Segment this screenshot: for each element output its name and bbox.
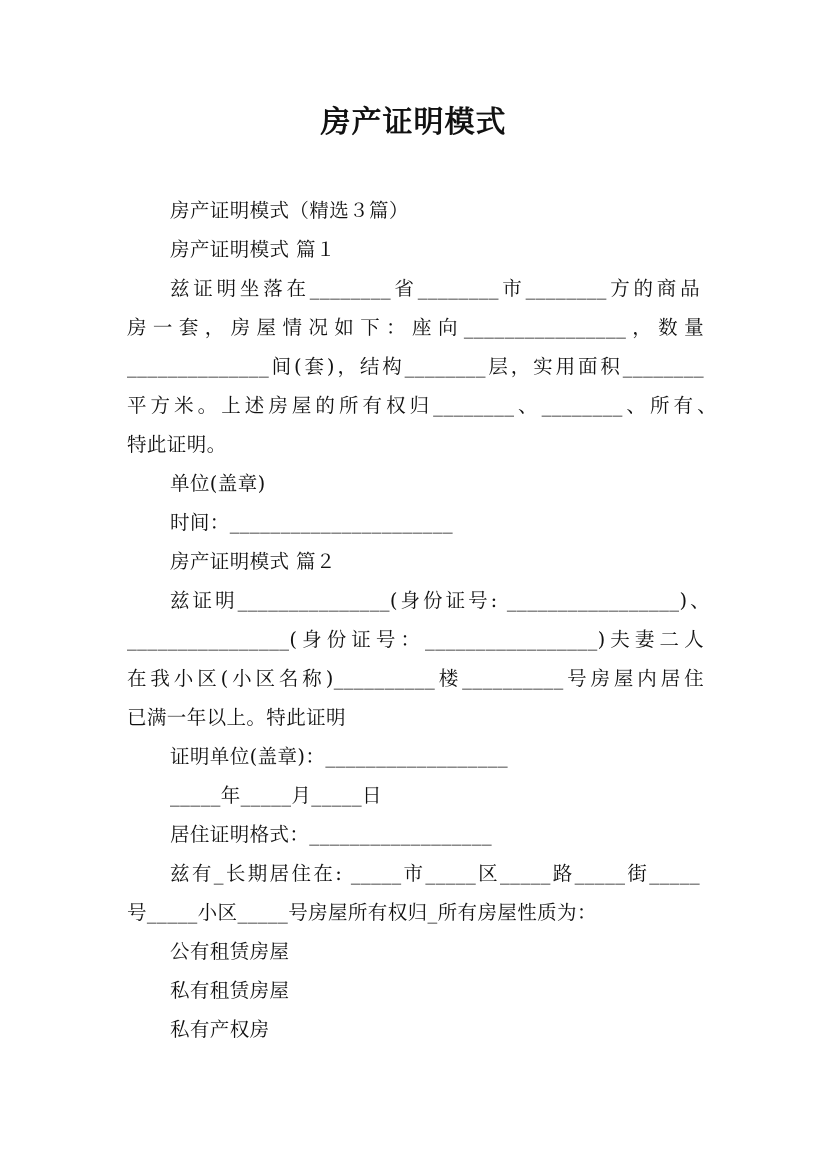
paragraph-line: 特此证明。 xyxy=(127,433,227,456)
seal-line: 单位(盖章) xyxy=(170,472,266,495)
paragraph-line: 在我小区(小区名称)__________楼__________号房屋内居住 xyxy=(127,667,704,690)
paragraph-line: 平方米。上述房屋的所有权归________、________、所有、 xyxy=(127,394,717,417)
list-item: 私有产权房 xyxy=(170,1018,270,1041)
paragraph-line: 兹证明坐落在________省________市________方的商品 xyxy=(170,277,700,300)
date-line: _____年_____月_____日 xyxy=(170,784,382,807)
list-item: 公有租赁房屋 xyxy=(170,940,290,963)
paragraph-line: ________________(身份证号：_________________)夫妻二人 xyxy=(127,628,704,651)
list-item: 私有租赁房屋 xyxy=(170,979,290,1002)
paragraph-line: ______________间(套)，结构________层，实用面积________ xyxy=(127,355,704,378)
section-heading-2: 房产证明模式 篇２ xyxy=(170,550,336,573)
subtitle-line: 房产证明模式（精选３篇） xyxy=(170,199,409,222)
seal-line: 证明单位(盖章)：__________________ xyxy=(170,745,509,768)
paragraph-line: 兹有_长期居住在: _____市_____区_____路_____街_____ xyxy=(170,862,700,885)
format-line: 居住证明格式：__________________ xyxy=(170,823,492,846)
document-title: 房产证明模式 xyxy=(320,105,507,140)
section-heading-1: 房产证明模式 篇１ xyxy=(170,238,336,261)
date-line: 时间：______________________ xyxy=(170,511,453,534)
paragraph-line: 兹证明_______________(身份证号: _________________)、 xyxy=(170,589,710,612)
paragraph-line: 房一套，房屋情况如下：座向________________，数量 xyxy=(127,316,704,339)
paragraph-line: 已满一年以上。特此证明 xyxy=(127,706,346,729)
paragraph-line: 号_____小区_____号房屋所有权归_所有房屋性质为： xyxy=(127,901,597,924)
